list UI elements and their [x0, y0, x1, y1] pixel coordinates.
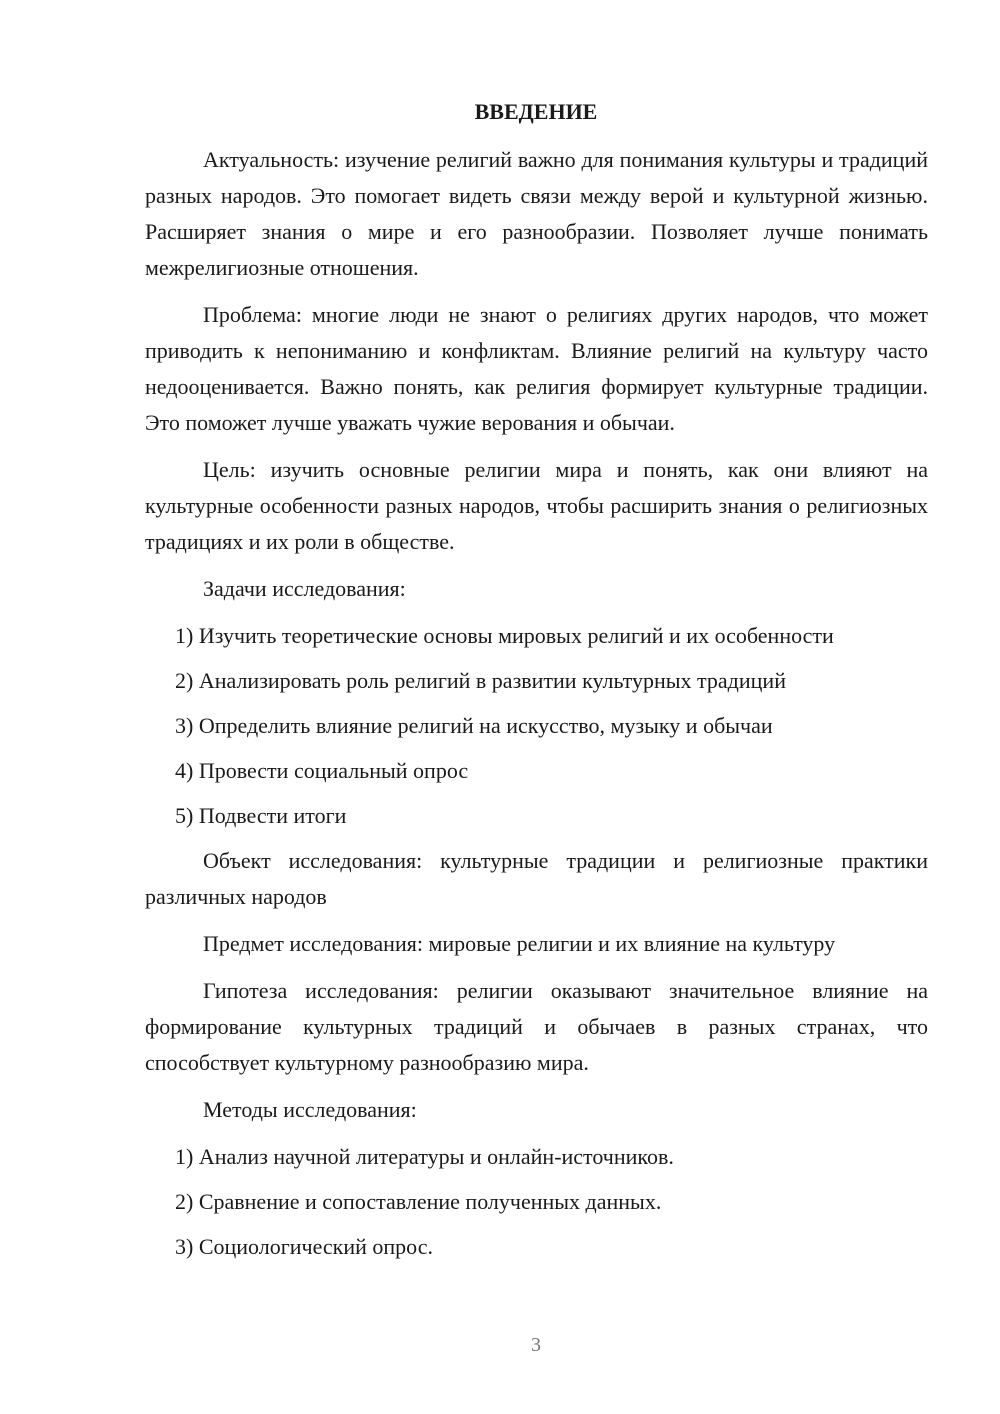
section-title: ВВЕДЕНИЕ [474, 99, 598, 124]
task-item: 1) Изучить теоретические основы мировых религий и их особенности [175, 623, 834, 648]
subject-paragraph: Предмет исследования: мировые религии и их влияние на культуру [203, 931, 836, 956]
task-item: 2) Анализировать роль религий в развитии культурных традиций [175, 668, 786, 693]
relevance-paragraph: Актуальность: изучение религий важно для понимания культуры и традиций разных народов. Это помогает видеть связи между верой и культурной жизнью. Расширяет знания о мире и его разнообразии. Позволяет лучше понимать межрелигиозные отношения. [145, 147, 928, 280]
goal-paragraph: Цель: изучить основные религии мира и понять, как они влияют на культурные особенности разных народов, чтобы расширить знания о религиозных традициях и их роли в обществе. [145, 457, 928, 554]
task-item: 4) Провести социальный опрос [175, 758, 469, 783]
body-text [145, 142, 928, 1274]
method-item: 3) Социологический опрос. [175, 1234, 433, 1259]
task-item: 3) Определить влияние религий на искусство, музыку и обычаи [175, 713, 773, 738]
task-item: 5) Подвести итоги [175, 803, 347, 828]
method-item: 1) Анализ научной литературы и онлайн-источников. [175, 1144, 674, 1169]
problem-paragraph: Проблема: многие люди не знают о религиях других народов, что может приводить к непониманию и конфликтам. Влияние религий на культуру часто недооценивается. Важно понять, как религия формирует культурные традиции. Это поможет лучше уважать чужие верования и обычаи. [145, 302, 928, 435]
tasks-heading: Задачи исследования: [203, 576, 406, 601]
hypothesis-paragraph: Гипотеза исследования: религии оказывают значительное влияние на формирование культурных традиций и обычаев в разных странах, что способствует культурному разнообразию мира. [145, 978, 928, 1075]
methods-heading: Методы исследования: [203, 1097, 417, 1122]
page-number: 3 [531, 1334, 541, 1356]
method-item: 2) Сравнение и сопоставление полученных данных. [175, 1189, 662, 1214]
object-paragraph: Объект исследования: культурные традиции и религиозные практики различных народов [145, 848, 928, 909]
